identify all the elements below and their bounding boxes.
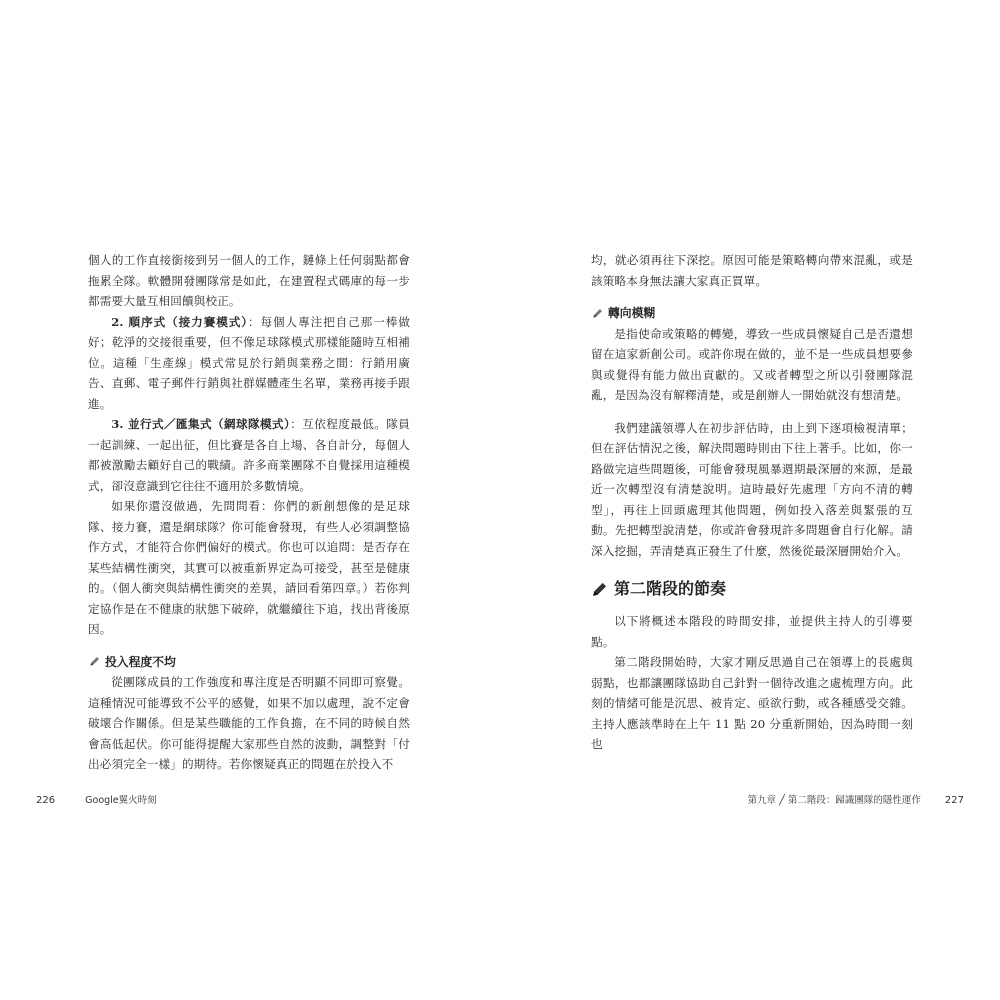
subheading-text: 轉向模糊 [608, 306, 656, 320]
left-paragraph-4: 如果你還沒做過，先問問看：你們的新創想像的是足球隊、接力賽，還是網球隊？你可能會發現，有些人必須調整協作方式，才能符合你們偏好的模式。你也可以追問：是否存在某些結構性衝突，其實可以被重新界定為可接受，甚至是健康的。（個人衝突與結構性衝突的差異，請回看第四章。）若你判定協作是在不健康的狀態下破碎，就繼續往下追，找出背後原因。 [88, 499, 410, 636]
section-title: 第二階段的節奏 [614, 579, 727, 598]
right-paragraph-3: 我們建議領導人在初步評估時，由上到下逐項檢視清單；但在評估情況之後，解決問題時則由下往上著手。比如，你一路做完這些問題後，可能會發現風暴週期最深層的來源，是最近一次轉型沒有清楚說明。這時最好先處理「方向不清的轉型」，再往上回頭處理其他問題，例如投入落差與緊張的互動。先把轉型說清楚，你或許會發現許多問題會自行化解。請深入挖掘，弄清楚真正發生了什麼，然後從最深層開始介入。 [591, 420, 913, 558]
list-item-label-parallel: 3. 並行式／匯集式（網球隊模式） [111, 417, 291, 431]
left-paragraph-3 [88, 414, 410, 496]
subheading-uneven-investment [88, 652, 410, 673]
left-book-title: Google翼火時刻 [85, 795, 157, 806]
pen-icon [591, 307, 604, 320]
right-paragraph-5: 第二階段開始時，大家才剛反思過自己在領導上的長處與弱點，也都讓團隊協助自己針對一個待改進之處梳理方向。此刻的情緒可能是沉思、被肯定、亟欲行動，或各種感受交雜。主持人應該準時在上午 11 點 20 分重新開始，因為時間一刻也 [591, 655, 913, 751]
right-page [591, 250, 913, 755]
subheading-text: 投入程度不均 [105, 654, 176, 669]
pen-icon [88, 655, 101, 668]
pen-icon [591, 581, 608, 598]
left-page [88, 250, 410, 775]
subheading-pivot-ambiguity [591, 303, 913, 324]
section-heading [591, 577, 913, 601]
right-paragraph-1: 均，就必須再往下深挖。原因可能是策略轉向帶來混亂，或是該策略本身無法讓大家真正買單。 [591, 253, 913, 288]
right-paragraph-2: 是指使命或策略的轉變，導致一些成員懷疑自己是否還想留在這家新創公司。或許你現在做的，並不是一些成員想要參與或覺得有能力做出貢獻的。又或者轉型之所以引發團隊混亂，是因為沒有解釋清楚，或是創辦人一開始就沒有想清楚。 [591, 326, 913, 402]
left-paragraph-1: 個人的工作直接銜接到另一個人的工作，鏈條上任何弱點都會拖累全隊。軟體開發團隊常是如此，在建置程式碼庫的每一步都需要大量互相回饋與校正。 [88, 253, 410, 308]
list-item-text-parallel: ：互依程度最低。隊員一起訓練、一起出征，但比賽是各自上場、各自計分，每個人都被激勵去顧好自己的戰績。許多商業團隊不自覺採用這種模式，卻沒意識到它往往不適用於多數情境。 [88, 417, 410, 493]
right-page-number: 227 [944, 795, 964, 806]
right-footer [748, 792, 964, 806]
left-page-number: 226 [36, 795, 56, 806]
left-paragraph-5: 從團隊成員的工作強度和專注度是否明顯不同即可察覺。這種情況可能導致不公平的感覺，如果不加以處理，說不定會破壞合作關係。但是某些職能的工作負擔，在不同的時候自然會高低起伏。你可能得提醒大家那些自然的波動，調整對「付出必須完全一樣」的期待。若你懷疑真正的問題在於投入不 [88, 675, 410, 771]
right-paragraph-4: 以下將概述本階段的時間安排，並提供主持人的引導要點。 [591, 614, 913, 649]
list-item-label-sequential: 2. 順序式（接力賽模式） [111, 314, 248, 329]
left-footer [36, 792, 157, 806]
left-paragraph-2 [88, 312, 410, 415]
list-item-text-sequential: ：每個人專注把自己那一棒做好；乾淨的交接很重要，但不像足球隊模式那樣能隨時互相補位。這種「生產線」模式常見於行銷與業務之間：行銷用廣告、直郵、電子郵件行銷與社群媒體產生名單，業務再接手跟進。 [88, 314, 410, 411]
right-chapter-title: 第九章 ╱ 第二階段：歸識團隊的隱性運作 [747, 795, 921, 806]
